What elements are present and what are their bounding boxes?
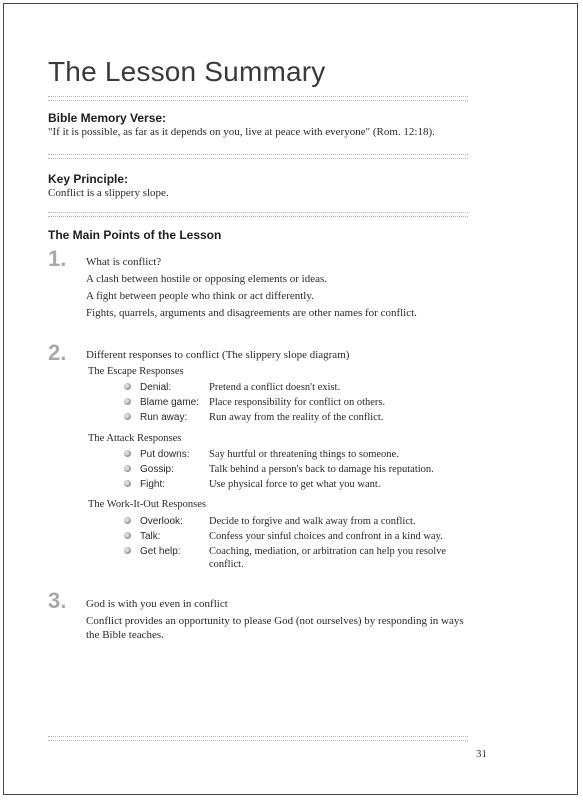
divider-rule bbox=[48, 154, 468, 159]
response-definition: Confess your sinful choices and confront in a kind way. bbox=[209, 531, 443, 542]
key-principle-heading: Key Principle: bbox=[48, 172, 129, 186]
key-principle-text: Conflict is a slippery slope. bbox=[48, 187, 169, 199]
point-number: 3. bbox=[48, 588, 67, 613]
bullet-icon bbox=[124, 413, 131, 420]
point-number: 1. bbox=[48, 246, 67, 271]
divider-rule bbox=[48, 736, 468, 741]
response-definition: Use physical force to get what you want. bbox=[209, 479, 381, 490]
memory-verse-heading: Bible Memory Verse: bbox=[48, 111, 167, 125]
bullet-icon bbox=[124, 532, 131, 539]
memory-verse-text: "If it is possible, as far as it depends on you, live at peace with everyone" (Rom. 12:18). bbox=[48, 126, 435, 138]
response-group-label: The Escape Responses bbox=[88, 366, 184, 377]
response-definition: Talk behind a person's back to damage his reputation. bbox=[209, 464, 434, 475]
response-definition: Coaching, mediation, or arbitration can help you resolve conflict. bbox=[209, 546, 447, 570]
response-term: Blame game: bbox=[140, 397, 199, 408]
response-term: Gossip: bbox=[140, 464, 174, 475]
response-term: Put downs: bbox=[140, 449, 190, 460]
main-points-heading: The Main Points of the Lesson bbox=[48, 228, 222, 242]
point-number: 2. bbox=[48, 340, 67, 365]
response-term: Denial: bbox=[140, 382, 172, 393]
bullet-icon bbox=[124, 450, 131, 457]
response-term: Overlook: bbox=[140, 516, 183, 527]
response-definition: Decide to forgive and walk away from a conflict. bbox=[209, 516, 416, 527]
bullet-icon bbox=[124, 547, 131, 554]
point-line: A clash between hostile or opposing elements or ideas. bbox=[86, 273, 328, 285]
point-title: What is conflict? bbox=[86, 256, 162, 268]
response-definition: Pretend a conflict doesn't exist. bbox=[209, 382, 341, 393]
response-definition: Say hurtful or threatening things to someone. bbox=[209, 449, 399, 460]
page-number: 31 bbox=[476, 748, 487, 760]
response-group-label: The Work-It-Out Responses bbox=[88, 499, 206, 510]
document-page bbox=[3, 3, 578, 795]
bullet-icon bbox=[124, 398, 131, 405]
response-group-label: The Attack Responses bbox=[88, 433, 182, 444]
response-term: Get help: bbox=[140, 546, 181, 557]
bullet-icon bbox=[124, 480, 131, 487]
divider-rule bbox=[48, 96, 468, 101]
response-term: Talk: bbox=[140, 531, 161, 542]
point-title: God is with you even in conflict bbox=[86, 598, 228, 610]
page-title: The Lesson Summary bbox=[48, 56, 326, 87]
point-line: A fight between people who think or act differently. bbox=[86, 290, 314, 302]
response-definition: Run away from the reality of the conflict. bbox=[209, 412, 384, 423]
bullet-icon bbox=[124, 465, 131, 472]
point-title: Different responses to conflict (The slippery slope diagram) bbox=[86, 349, 350, 361]
point-line: Conflict provides an opportunity to please God (not ourselves) by responding in ways the Bible teaches. bbox=[86, 615, 464, 641]
bullet-icon bbox=[124, 517, 131, 524]
response-term: Run away: bbox=[140, 412, 188, 423]
response-definition: Place responsibility for conflict on others. bbox=[209, 397, 386, 408]
response-term: Fight: bbox=[140, 479, 166, 490]
divider-rule bbox=[48, 212, 468, 217]
point-line: Fights, quarrels, arguments and disagreements are other names for conflict. bbox=[86, 307, 417, 319]
bullet-icon bbox=[124, 383, 131, 390]
